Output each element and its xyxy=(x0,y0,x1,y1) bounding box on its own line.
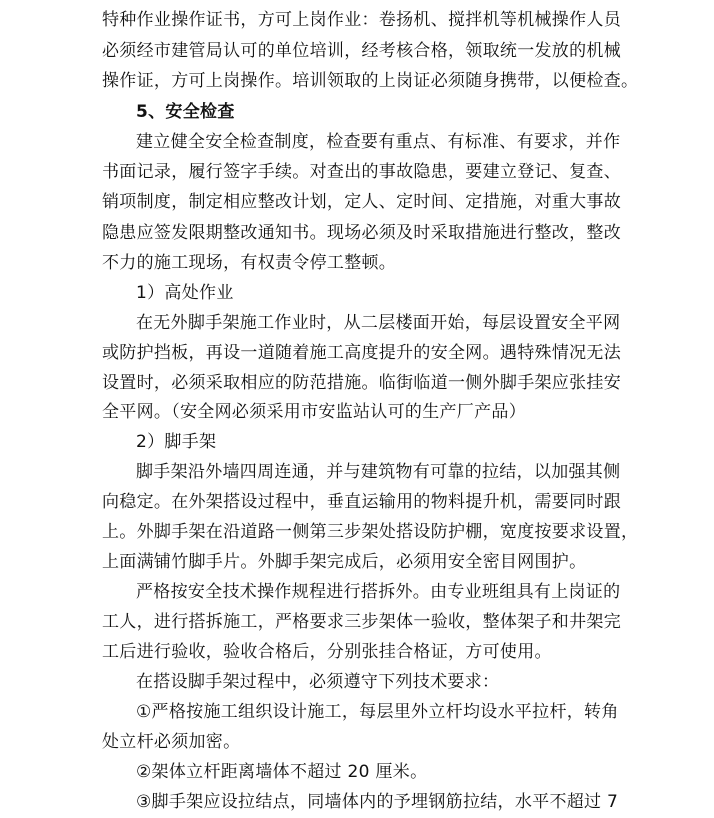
text-line: 工后进行验收，验收合格后，分别张挂合格证，方可使用。 xyxy=(102,642,552,662)
text-line: 处立杆必须加密。 xyxy=(102,732,241,752)
text-line: 上。外脚手架在沿道路一侧第三步架处搭设防护棚，宽度按要求设置， xyxy=(102,522,639,542)
subsection-heading: 1）高处作业 xyxy=(136,283,234,303)
subsection-heading: 2）脚手架 xyxy=(136,432,217,452)
text-line: 全平网。（安全网必须采用市安监站认可的生产厂产品） xyxy=(102,402,526,422)
text-line: 特种作业操作证书，方可上岗作业：卷扬机、搅拌机等机械操作人员 xyxy=(102,10,621,30)
text-line: 工人，进行搭拆施工，严格要求三步架体一验收，整体架子和井架完 xyxy=(102,612,621,632)
text-line: 设置时，必须采取相应的防范措施。临街临道一侧外脚手架应张挂安 xyxy=(102,373,621,393)
text-line: 或防护挡板，再设一道随着施工高度提升的安全网。遇特殊情况无法 xyxy=(102,343,621,363)
text-line: 操作证，方可上岗操作。培训领取的上岗证必须随身携带，以便检查。 xyxy=(102,71,639,91)
text-line: 销项制度，制定相应整改计划，定人、定时间、定措施，对重大事故 xyxy=(102,192,621,212)
text-line: ③脚手架应设拉结点，同墙体内的予埋钢筋拉结，水平不超过 7 xyxy=(136,792,619,812)
text-line: 必须经市建管局认可的单位培训，经考核合格，领取统一发放的机械 xyxy=(102,41,621,61)
text-line: 书面记录，履行签字手续。对查出的事故隐患，要建立登记、复查、 xyxy=(102,162,621,182)
text-line: 隐患应签发限期整改通知书。现场必须及时采取措施进行整改，整改 xyxy=(102,223,621,243)
text-line: 在搭设脚手架过程中，必须遵守下列技术要求： xyxy=(136,672,500,692)
text-line: 向稳定。在外架搭设过程中，垂直运输用的物料提升机，需要同时跟 xyxy=(102,492,621,512)
text-line: ①严格按施工组织设计施工，每层里外立杆均设水平拉杆，转角 xyxy=(136,702,619,722)
text-line: 不力的施工现场，有权责令停工整顿。 xyxy=(102,253,397,273)
text-line: 脚手架沿外墙四周连通，并与建筑物有可靠的拉结，以加强其侧 xyxy=(136,462,621,482)
text-line: 建立健全安全检查制度，检查要有重点、有标准、有要求，并作 xyxy=(136,132,621,152)
text-line: ②架体立杆距离墙体不超过 20 厘米。 xyxy=(136,762,428,782)
text-line: 严格按安全技术操作规程进行搭拆外。由专业班组具有上岗证的 xyxy=(136,582,621,602)
text-line: 在无外脚手架施工作业时，从二层楼面开始，每层设置安全平网 xyxy=(136,313,621,333)
section-heading: 5、安全检查 xyxy=(136,102,235,122)
text-line: 上面满铺竹脚手片。外脚手架完成后，必须用安全密目网围护。 xyxy=(102,552,587,572)
